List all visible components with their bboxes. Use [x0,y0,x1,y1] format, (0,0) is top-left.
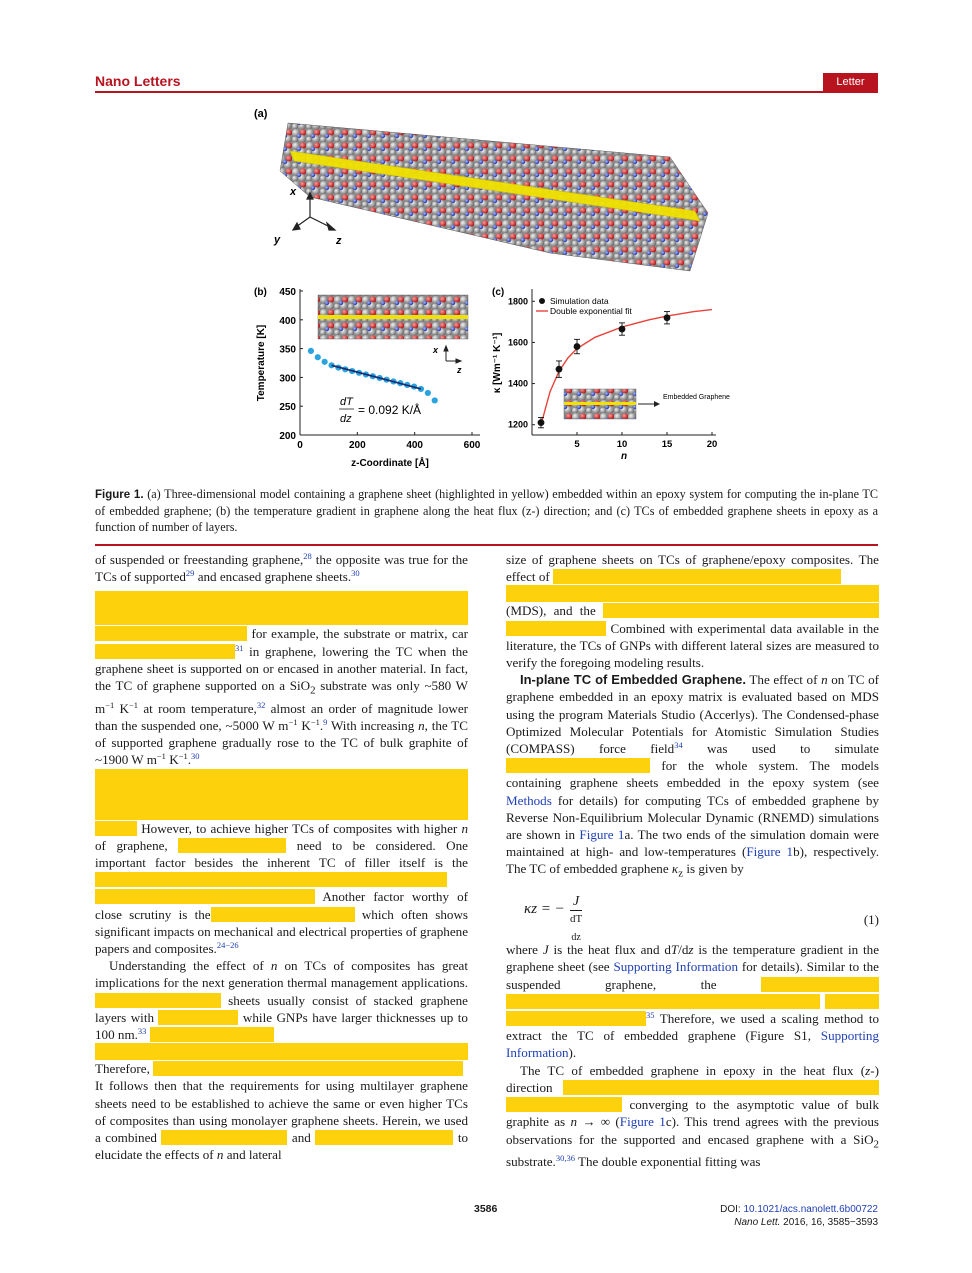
panel-b-ytick-label: 350 [279,344,296,356]
highlight-span [95,821,137,836]
ref-link[interactable]: 9 [323,717,328,728]
panel-b-ytick-label: 450 [279,287,296,298]
doi-citation: DOI: 10.1021/acs.nanolett.6b00722 Nano Lett. 2016, 16, 3585−3593 [720,1204,878,1228]
article-type-badge: Letter [823,73,878,91]
left-column [95,551,468,1164]
panel-b-data-point [315,354,321,360]
highlight-span [563,1080,879,1095]
ref-link[interactable]: 30 [351,568,360,579]
ref-link[interactable]: 33 [137,1026,147,1037]
page-number: 3586 [474,1203,498,1215]
panel-c-data-point [538,419,545,426]
axis-x-label: x [290,186,297,198]
panel-b-ylabel: Temperature [K] [256,324,267,402]
panel-b-xtick-label: 0 [297,440,303,451]
highlight-block [95,1043,468,1060]
panel-b-annot-num: dT [340,396,353,408]
ref-link[interactable]: 34 [674,740,683,751]
figure-caption [95,486,878,535]
panel-b-label: (b) [254,287,267,298]
section-heading: In-plane TC of Embedded Graphene. [520,672,747,688]
panel-b-xtick-label: 600 [463,440,481,451]
figure-link[interactable]: Figure 1 [579,827,625,843]
panel-c-ylabel: κ [Wm⁻¹ K⁻¹] [492,332,503,394]
ref-link[interactable]: 31 [235,642,244,653]
panel-b-inset-axes [444,346,461,363]
highlight-span [825,994,879,1009]
panel-b-fit-line [332,365,421,389]
axis-y-label: y [274,234,281,246]
highlight-span [95,872,447,887]
highlight-span [211,907,355,922]
panel-b-inset-z: z [457,365,462,375]
highlight-span [553,569,841,584]
highlight-block [95,786,468,803]
panel-b-inset-x: x [433,345,439,355]
highlight-block [95,769,468,786]
panel-b-data-point [432,397,438,403]
ref-link[interactable]: 24−26 [216,940,239,951]
epoxy-block [280,123,708,271]
panel-c-inset-label: Embedded Graphene [663,394,730,401]
doi-link[interactable]: 10.1021/acs.nanolett.6b00722 [743,1204,878,1215]
panel-b-annot-den: dz [340,413,352,425]
equation-number: (1) [863,912,879,928]
panel-c-data-point [574,343,581,350]
ref-link[interactable]: 35 [646,1010,655,1021]
highlight-span [150,1027,274,1042]
figure-link[interactable]: Figure 1 [619,1114,666,1130]
equation-1 [506,891,879,943]
caption-text: (a) Three-dimensional model containing a graphene sheet (highlighted in yellow) embedded within an epoxy system for computing the in-plane TC of embedded graphene; (b) the temperature gradient in graphene along the heat flux (z-) direction; and (c) TCs of embedded graphene sheets in epoxy as a function of number of layers. [95,487,879,534]
panel-c-ytick-label: 1200 [507,419,528,430]
panel-c-ytick-label: 1600 [507,337,528,348]
ref-link[interactable]: 30 [191,751,200,762]
panel-b-ytick-label: 200 [279,431,296,442]
axis-z-label: z [336,235,342,247]
highlight-span [506,1011,646,1026]
figure-panel-a [250,103,720,283]
highlight-block [95,803,468,820]
left-paragraph-1: of suspended or freestanding graphene,$^{28}$ the opposite was true for the TCs of supported$^{29}$ and encased graphene sheets.$^{30}$ for example, the substrate or matrix, car$^{31}$ in graphene, lowering the TC when the graphene sheet is supported on or encased in another material. In fact, the TC of graphene supported on a SiO$_2$ substrate was only ~580 W $m^{-1}$ $K^{-1}$ at room temperature,$^{32}$ almost an order of magnitude lower than the suspended one, ~5000 W $m^{-1}$ $K^{-1}.^9$ With increasing n, the TC of supported graphene gradually rose to the TC of bulk graphite of ~1900 W $m^{-1}$ $K^{-1}.^{30}$ However, to achieve higher TCs of composites with higher n of graphene, need to be considered. One important factor besides the inherent TC of filler itself is the Another factor worthy of close scrutiny is the which often shows significant impacts on mechanical and electrical properties of graphene papers and composites.$^{24-26}$ [95,551,469,957]
panel-b-data-point [322,359,328,365]
panel-c-xtick-label: 15 [661,439,673,450]
legend-sim-label: Simulation data [550,296,609,306]
highlight-span [161,1130,287,1145]
figure-panel-c [488,283,730,473]
panel-c-xlabel: n [620,451,628,462]
caption-rule [95,544,878,546]
panel-c-xtick-label: 5 [574,439,580,450]
methods-link[interactable]: Methods [506,792,552,808]
right-paragraph-2: In-plane TC of Embedded Graphene. The effect of n on TC of graphene embedded in an epoxy matrix is evaluated based on MDS using the program Materials Studio (Accerlys). The Condensed-phase Optimized Molecular Potentials for Atomistic Simulation Studies (COMPASS) force field$^{34}$ was used to simulate for the whole system. The models containing graphene sheets embedded in the epoxy system (see Methods for details) for computing TCs of embedded graphene by Reverse Non-Equilibrium Molecular Dynamic (RNEMD) simulations are shown in Figure 1a. The two ends of the simulation domain were maintained at high- and low-temperatures (Figure 1b), respectively. The TC of embedded graphene $\kappa_z$ is given by [506,672,880,881]
highlight-span [158,1010,238,1025]
panel-b-ytick-label: 250 [279,402,296,414]
highlight-span [178,838,286,853]
panel-b-ytick-label: 300 [279,373,296,385]
panel-c-xtick-label: 20 [706,439,718,450]
panel-c-data-point [619,326,626,333]
panel-c-data-point [556,366,563,373]
equation-lhs: κz = − [524,901,565,918]
highlight-span [95,993,221,1008]
si-link[interactable]: Supporting Information [506,1028,879,1061]
panel-b-xtick-label: 200 [348,440,366,451]
right-paragraph-4: The TC of embedded graphene in epoxy in the heat flux (z-) direction converging to the asymptotic value of bulk graphite as n → ∞ (Figure 1c). This trend agrees with the previous observations for the supported and encased graphene with a SiO$_2$ substrate.$^{30,36}$ The double exponential fitting was [506,1062,879,1170]
panel-c-inset-graphene [564,402,636,405]
panel-b-annotation: = 0.092 K/Å [358,403,422,417]
right-paragraph-3: where J is the heat flux and dT/dz is the temperature gradient in the graphene sheet (see Supporting Information for details). Similar to the suspended graphene, the $^{35}$ Therefore, we used a scaling method to extract the TC of embedded graphene (Figure S1, Supporting Information). [506,942,880,1061]
figure-link[interactable]: Figure 1 [746,844,794,860]
highlight-span [95,626,247,641]
header-rule [95,91,878,93]
legend-marker-sim [539,298,545,304]
si-link[interactable]: Supporting Information [613,959,739,975]
panel-c-ytick-label: 1800 [507,296,528,307]
journal-name: Nano Letters [95,73,181,89]
panel-c-inset-arrowhead [654,401,660,407]
highlight-span [506,758,650,773]
highlight-block [95,591,468,608]
panel-a-label: (a) [254,108,268,120]
panel-b-data-point [308,348,314,354]
right-column [506,551,879,1171]
legend-fit-label: Double exponential fit [550,306,632,316]
panel-c-label: (c) [492,287,505,298]
panel-c-xtick-label: 10 [616,439,628,450]
equation-fraction: J dT dz [570,894,583,943]
ref-link[interactable]: 32 [256,699,266,710]
panel-b-data-point [425,390,431,396]
highlight-span [603,603,879,618]
caption-label: Figure 1. [95,489,144,501]
left-paragraph-3: It follows then that the requirements for using multilayer graphene sheets need to be established to achieve the same or even higher TCs of composites than using monolayer graphene sheets. Herein, we used a combined and to elucidate the effects of n and lateral [95,1078,469,1163]
left-paragraph-2: Understanding the effect of n on TCs of composites has great implications for the next generation thermal management applications. sheets usually consist of stacked graphene layers with while GNPs have larger thicknesses up to 100 nm.$^{33}$ Therefore, [95,958,468,1077]
right-paragraph-1: size of graphene sheets on TCs of graphene/epoxy composites. The effect of (MDS), and the Combined with experimental data available in the literature, the TCs of GNPs with different lateral sizes are measured to verify the foregoing modeling results. [506,552,879,671]
highlight-span [506,994,820,1009]
highlight-block [506,585,879,602]
panel-b-xlabel: z-Coordinate [Å] [351,458,429,469]
ref-link[interactable]: 29 [185,568,195,579]
ref-link[interactable]: 30,36 [555,1153,575,1164]
panel-b-ytick-label: 400 [279,315,296,327]
panel-c-ytick-label: 1400 [507,378,528,389]
ref-link[interactable]: 28 [303,551,312,561]
highlight-span [761,977,879,992]
highlight-span [153,1061,463,1076]
highlight-block [95,608,468,625]
highlight-span [95,889,315,904]
panel-c-data-point [664,314,671,321]
highlight-span [95,644,235,659]
highlight-span [315,1130,453,1145]
figure-panel-b [250,283,490,473]
panel-b-inset-graphene [318,315,468,319]
highlight-span [506,1097,622,1112]
highlight-span [506,621,606,636]
panel-b-xtick-label: 400 [406,440,424,451]
